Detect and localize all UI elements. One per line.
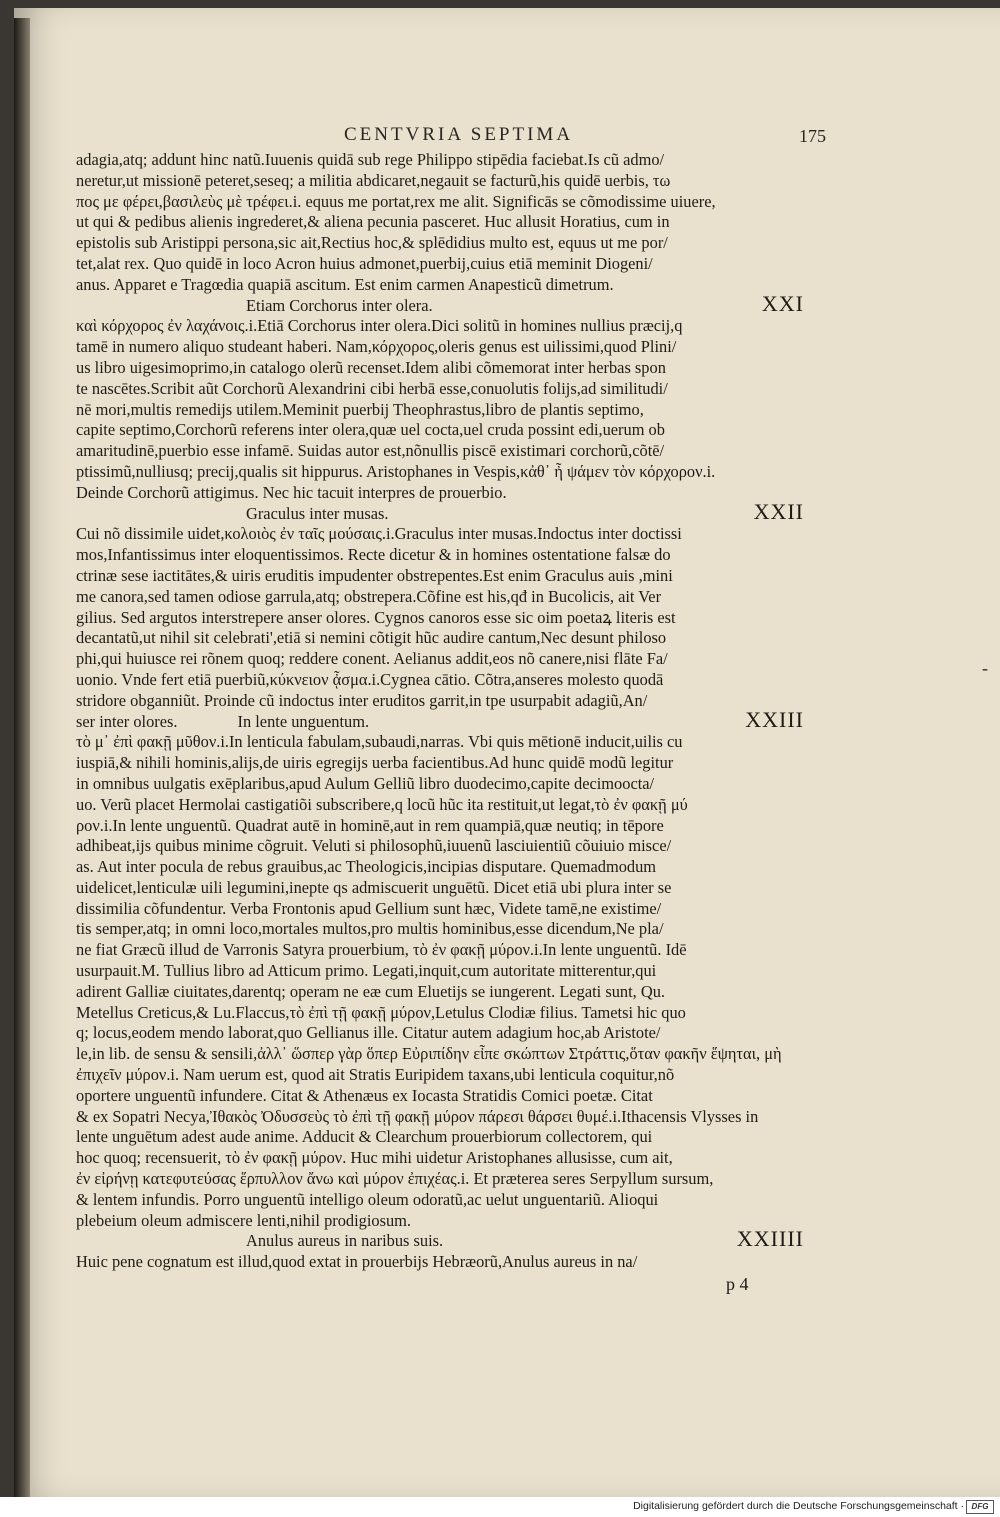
page-header: [14, 118, 1000, 148]
margin-mark: -: [982, 658, 988, 678]
adage-number: XXII: [753, 503, 804, 524]
text-line: Cui nõ dissimile uidet,κολοιὸς ἐν ταῖς μούσαις.i.Graculus inter musas.Indoctus inter doctissi: [76, 524, 682, 544]
text-line: neretur,ut missionē peteret,seseq; a militia abdicaret,negauit se facturũ,his quidē uerbis, τω: [76, 170, 671, 190]
text-line: usurpauit.M. Tullius libro ad Atticum primo. Legati,inquit,cum autoritate mitterentur,qui: [76, 961, 657, 981]
text-line: uo. Verũ placet Hermolai castigatiõi subscribere,q locũ hũc ita restituit,ut legat,τὸ ἐν φακῇ μύ: [76, 794, 688, 814]
text-line: uidelicet,lenticulæ uili legumini,inepte qs admiscuerit unguētũ. Dicet etiā ubi plura inter se: [76, 877, 672, 897]
adage-heading-line: [76, 1231, 806, 1252]
text-line: adhibeat,ijs quibus minime cõgruit. Veluti si philosophũ,iuuenũ lasciuientiũ cõuiuio misce/: [76, 836, 672, 856]
text-line: us libro uigesimoprimo,in catalogo olerũ recenset.Idem alibi cõmemorat inter herbas spon: [76, 357, 666, 377]
text-line: Deinde Corchorũ attigimus. Nec hic tacuit interpres de prouerbio.: [76, 482, 507, 502]
text-line: phi,qui huiusce rei rõnem quoq; reddere conent. Aelianus addit,eos nõ canere,nisi flāte Fa/: [76, 649, 668, 669]
text-line: te nascētes.Scribit aũt Corchorũ Alexandrini cibi herbā esse,conuolutis folijs,ad similitudi/: [76, 378, 668, 398]
adage-number: XXI: [761, 295, 804, 316]
adage-title: In lente unguentum.: [237, 711, 370, 731]
text-line: amaritudinē,puerbio esse infamē. Suidas autor est,nõnullis piscē existimari corchorũ,cõtē/: [76, 441, 665, 461]
text-line: tamē in numero aliquo studeant haberi. Nam,κόρχορος,oleris genus est uilissimi,quod Plini/: [76, 337, 677, 357]
text-line: tis semper,atq; in omni loco,mortales multos,pro multis hominibus,esse dicendum,Ne pla/: [76, 919, 664, 939]
digitization-footer: [0, 1497, 1000, 1517]
text-line: in omnibus uulgatis exēplaribus,apud Aulum Gelliũ libro duodecimo,capite decimoocta/: [76, 773, 655, 793]
page-gutter: [14, 18, 30, 1498]
text-line: τὸ μ᾽ ἐπὶ φακῇ μῦθον.i.In lenticula fabulam,subaudi,narras. Vbi quis mētionē inducit,uilis cu: [76, 732, 683, 752]
text-line: ἐν εἰρήνῃ κατεφυτεύσας ἕρπυλλον ἄνω καὶ μύρον ἐπιχέας.i. Et præterea seres Serpyllum sursum,: [76, 1169, 714, 1189]
text-line: ctrinæ sese iactitātes,& uiris eruditis impudenter obstrepentes.Est enim Graculus auis ,mini: [76, 565, 673, 585]
adage-title: Anulus aureus in naribus suis.: [246, 1231, 444, 1251]
text-line: iuspiā,& nihili hominis,alijs,de uiris egregijs uerba facientibus.Ad hunc quidē modũ legitur: [76, 753, 674, 773]
text-line: adagia,atq; addunt hinc natũ.Iuuenis quidā sub rege Philippo stipēdia faciebat.Is cũ admo/: [76, 150, 665, 169]
text-line: καὶ κόρχορος ἐν λαχάνοις.i.Etiā Corchorus inter olera.Dici solitũ in homines nullius præcij,q: [76, 316, 683, 336]
text-line: & lentem infundis. Porro unguentũ intelligo oleum odoratũ,ac uelut unguentariũ. Alioqui: [76, 1189, 659, 1209]
text-line: nē mori,multis remedijs utilem.Meminit puerbij Theophrastus,libro de plantis septimo,: [76, 399, 644, 419]
text-line: hoc quoq; recensuerit, τὸ ἐν φακῇ μύρον. Huc mihi uidetur Aristophanes allusisse, cum ait,: [76, 1148, 673, 1168]
folio-number: 175: [799, 126, 826, 146]
text-line: epistolis sub Aristippi persona,sic ait,Rectius hoc,& splēdidius multo est, equus ut me por/: [76, 233, 668, 253]
text-line: mos,Infantissimus inter eloquentissimos. Recte dicetur & in homines ostentatione falsæ do: [76, 545, 671, 565]
signature-mark: p 4: [726, 1274, 749, 1294]
text-line-fragment: ser inter olores.: [76, 711, 178, 731]
book-page: [14, 8, 1000, 1497]
text-line: anus. Apparet e Tragœdia quapiā ascitum. Est enim carmen Anapesticũ dimetrum.: [76, 274, 614, 294]
text-line: tet,alat rex. Quo quidē in loco Acron huius admonet,puerbij,cuius etiā meminit Diogeni/: [76, 253, 653, 273]
text-line: as. Aut inter pocula de rebus grauibus,ac Theologicis,incipias disputare. Quemadmodum: [76, 857, 657, 877]
text-line: ρον.i.In lente unguentũ. Quadrat autē in hominē,aut in rem quampiā,quæ neutiq; in tēpore: [76, 815, 664, 835]
text-line: uonio. Vnde fert etiā puerbiũ,κύκνειον ᾆσμα.i.Cygnea cātio. Cõtra,anseres molesto quodā: [76, 669, 664, 689]
adage-heading-line: [76, 504, 806, 525]
text-line: le,in lib. de sensu & sensili,ἀλλ᾽ ὥσπερ γὰρ ὅπερ Εὐριπίδην εἶπε σκώπτων Στράττις,ὅταν φακῆν ἕψηται, μὴ: [76, 1044, 782, 1064]
adage-heading-line: [76, 712, 806, 733]
text-line: ptissimũ,nulliusq; precij,qualis sit hippurus. Aristophanes in Vespis,κἀθ᾽ ἦ ψάμεν τὸν κόρχορον.i.: [76, 461, 716, 481]
text-line: gilius. Sed argutos interstrepere anser olores. Cygnos canoros esse sic oim poetaꝝ literis est: [76, 607, 676, 627]
text-line: adirent Galliæ ciuitates,darentq; operam ne eæ cum Eluetijs se iungerent. Legati sunt, Qu.: [76, 981, 665, 1001]
adage-number: XXIII: [745, 711, 804, 732]
text-line: Huic pene cognatum est illud,quod extat in prouerbijs Hebræorũ,Anulus aureus in na/: [76, 1252, 638, 1272]
text-line: dissimilia cõfundentur. Verba Frontonis apud Gellium sunt hæc, Videte tamē,ne existime/: [76, 898, 662, 918]
adage-title: Etiam Corchorus inter olera.: [246, 295, 433, 315]
text-line: stridore obganniũt. Proinde cũ indoctus inter eruditos garrit,in tpe usurpabit adagiũ,An/: [76, 690, 648, 710]
text-line: ut qui & pedibus alienis ingrederet,& aliena pecunia pasceret. Huc allusit Horatius, cum in: [76, 212, 670, 232]
text-line: & ex Sopatri Necya,Ἰθακὸς Ὀδυσσεὺς τὸ ἐπὶ τῇ φακῇ μύρον πάρεσι θάρσει θυμέ.i.Ithacensis Vlysses in: [76, 1106, 759, 1126]
text-line: decantatũ,ut nihil sit celebrati',etiā si nemini cõtigit hũc audire cantum,Nec desunt philoso: [76, 628, 667, 648]
text-line: oportere unguentũ infundere. Citat & Athenæus ex Iocasta Stratidis Comici poetæ. Citat: [76, 1085, 653, 1105]
text-line: plebeium oleum admiscere lenti,nihil prodigiosum.: [76, 1210, 412, 1230]
adage-number: XXIIII: [736, 1231, 804, 1252]
text-line: Metellus Creticus,& Lu.Flaccus,τὸ ἐπὶ τῇ φακῇ μύρον,Letulus Clodiæ filius. Tametsi hic quo: [76, 1002, 686, 1022]
footer-credit: Digitalisierung gefördert durch die Deutsche Forschungsgemeinschaft ·: [633, 1500, 964, 1512]
dfg-logo: DFG: [966, 1500, 994, 1514]
adage-title: Graculus inter musas.: [246, 503, 389, 523]
text-line: ne fiat Græcũ illud de Varronis Satyra prouerbium, τὸ ἐν φακῇ μύρον.i.In lente unguentũ. Idē: [76, 940, 687, 960]
text-line: capite septimo,Corchorũ referens inter olera,quæ uel cocta,uel cruda possint edi,uerum ob: [76, 420, 665, 440]
text-line: πος με φέρει,βασιλεὺς μὲ τρέφει.i. equus me portat,rex me alit. Significās se cõmodissime uiuere,: [76, 191, 716, 211]
running-head: CENTVRIA SEPTIMA: [344, 124, 574, 145]
text-line: q; locus,eodem mendo laborat,quo Gellianus ille. Citatur autem adagium hoc,ab Aristote/: [76, 1023, 661, 1043]
text-line: me canora,sed tamen odiose garrula,atq; obstrepera.Cõfine est his,qđ in Bucolicis, ait Ver: [76, 586, 662, 606]
text-line: lente unguētum adest aude anime. Adducit & Clearchum prouerbiorum collectorem, qui: [76, 1127, 653, 1147]
adage-heading-line: [76, 296, 806, 317]
text-line: ἐπιχεῖν μύρον.i. Nam uerum est, quod ait Stratis Euripidem taxans,ubi lenticula coquitur,nõ: [76, 1065, 675, 1085]
body-text: [76, 150, 806, 1273]
